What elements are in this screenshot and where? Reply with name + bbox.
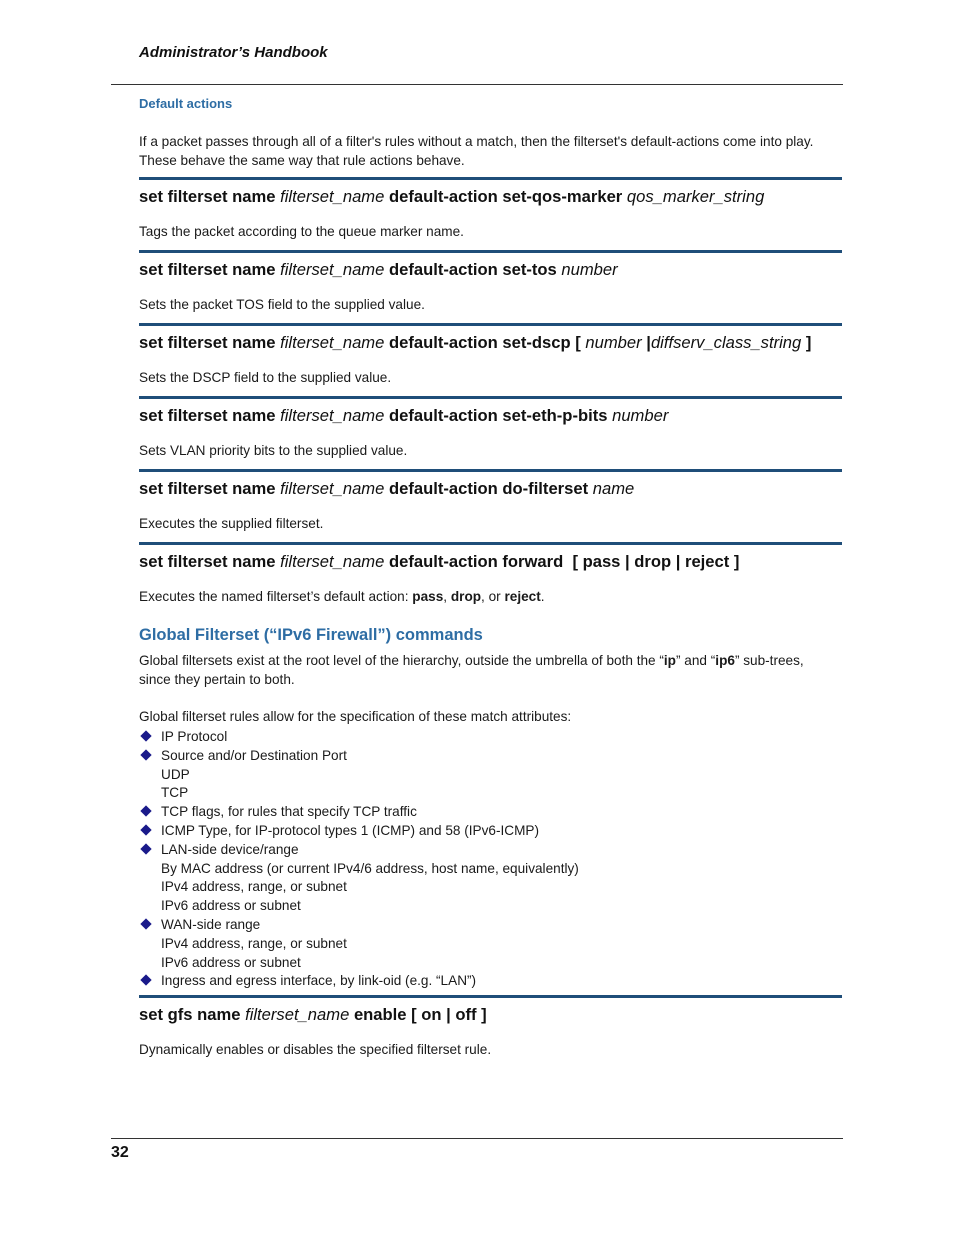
running-header-title: Administrator’s Handbook <box>139 44 328 61</box>
command-description: Sets the packet TOS field to the supplied value. <box>139 297 425 312</box>
list-item <box>139 841 839 860</box>
list-item-text: IPv4 address, range, or subnet <box>161 935 347 951</box>
list-sub-item <box>139 897 839 916</box>
list-item <box>139 728 839 747</box>
header-rule <box>111 84 843 85</box>
command-argument: filterset_name <box>280 479 385 498</box>
command-separator: | <box>646 333 651 352</box>
list-item-text: By MAC address (or current IPv4/6 address, host name, equivalently) <box>161 860 579 876</box>
desc-keyword: reject <box>504 589 541 604</box>
command-keyword: enable [ on | off ] <box>353 1005 487 1024</box>
list-item-text: WAN-side range <box>161 916 261 932</box>
command-keyword: ] <box>805 333 812 352</box>
list-item <box>139 972 839 991</box>
command-set-qos-marker <box>139 187 764 207</box>
command-set-gfs-enable <box>139 1005 487 1025</box>
para-keyword: ip6 <box>715 653 735 668</box>
diamond-bullet-icon <box>140 918 151 929</box>
diamond-bullet-icon <box>140 975 151 986</box>
command-argument: qos_marker_string <box>626 187 765 206</box>
command-argument: filterset_name <box>280 406 385 425</box>
diamond-bullet-icon <box>140 843 151 854</box>
command-keyword: set gfs name <box>139 1005 241 1024</box>
command-rule <box>139 250 842 253</box>
default-actions-intro: If a packet passes through all of a filter's rules without a match, then the filterset's default-actions come into play. These behave the same way that rule actions behave. <box>139 134 814 168</box>
list-item-text: TCP <box>161 785 189 801</box>
diamond-bullet-icon <box>140 749 151 760</box>
para-keyword: ip <box>663 653 676 668</box>
list-item-text: Ingress and egress interface, by link-oid (e.g. “LAN”) <box>161 973 477 989</box>
desc-text: Executes the named filterset’s default action: <box>139 589 413 604</box>
list-sub-item <box>139 878 839 897</box>
global-paragraph-1 <box>139 651 829 689</box>
command-rule <box>139 542 842 545</box>
command-description: Dynamically enables or disables the specified filterset rule. <box>139 1042 492 1057</box>
command-rule <box>139 995 842 998</box>
command-keyword: default-action set-eth-p-bits <box>388 406 608 425</box>
command-argument: filterset_name <box>280 333 385 352</box>
command-keyword: set filterset name <box>139 406 276 425</box>
command-argument: name <box>592 479 635 498</box>
command-forward <box>139 552 739 572</box>
list-item-text: Source and/or Destination Port <box>161 747 347 763</box>
command-argument: filterset_name <box>280 260 385 279</box>
command-description: Sets the DSCP field to the supplied value. <box>139 370 392 385</box>
command-set-dscp <box>139 333 811 353</box>
list-item <box>139 822 839 841</box>
command-set-eth-p-bits <box>139 406 668 426</box>
command-argument: number <box>612 406 669 425</box>
desc-text: , <box>443 589 451 604</box>
para-text: Global filtersets exist at the root level of the hierarchy, outside the umbrella of both the “ <box>139 653 664 668</box>
list-item-text: IPv4 address, range, or subnet <box>161 879 347 895</box>
match-attributes-list <box>139 728 839 991</box>
command-keyword: set filterset name <box>139 333 276 352</box>
list-item-text: IPv6 address or subnet <box>161 898 301 914</box>
command-do-filterset <box>139 479 634 499</box>
command-keyword: set filterset name <box>139 479 276 498</box>
desc-text: , or <box>481 589 505 604</box>
list-sub-item <box>139 784 839 803</box>
list-sub-item <box>139 766 839 785</box>
diamond-bullet-icon <box>140 806 151 817</box>
global-paragraph-2: Global filterset rules allow for the specification of these match attributes: <box>139 709 572 724</box>
command-argument: diffserv_class_string <box>650 333 802 352</box>
command-argument: filterset_name <box>280 187 385 206</box>
list-item-text: IP Protocol <box>161 729 228 744</box>
command-keyword: default-action set-dscp [ <box>388 333 581 352</box>
list-item-text: LAN-side device/range <box>161 841 299 857</box>
list-item <box>139 747 839 766</box>
command-description: Executes the supplied filterset. <box>139 516 324 531</box>
command-keyword: default-action set-tos <box>388 260 557 279</box>
command-argument: filterset_name <box>245 1005 350 1024</box>
diamond-bullet-icon <box>140 730 151 741</box>
section-heading-global-filterset: Global Filterset (“IPv6 Firewall”) commands <box>139 626 483 644</box>
para-text: ” and “ <box>676 653 716 668</box>
list-item-text: ICMP Type, for IP-protocol types 1 (ICMP) and 58 (IPv6-ICMP) <box>161 822 539 838</box>
list-item-text: TCP flags, for rules that specify TCP traffic <box>161 804 417 820</box>
command-description: Tags the packet according to the queue marker name. <box>139 224 464 239</box>
list-item-text: UDP <box>161 766 190 782</box>
list-item-text: IPv6 address or subnet <box>161 954 301 970</box>
command-description <box>139 589 545 604</box>
command-set-tos <box>139 260 618 280</box>
list-sub-item <box>139 935 839 954</box>
command-rule <box>139 396 842 399</box>
list-item <box>139 803 839 822</box>
command-keyword: default-action forward [ pass | drop | reject ] <box>388 552 740 571</box>
command-rule <box>139 469 842 472</box>
footer-rule <box>111 1138 843 1139</box>
list-sub-item <box>139 860 839 879</box>
command-description: Sets VLAN priority bits to the supplied value. <box>139 443 408 458</box>
section-heading-default-actions: Default actions <box>139 96 233 111</box>
command-keyword: default-action do-filterset <box>388 479 589 498</box>
list-item <box>139 916 839 935</box>
command-keyword: set filterset name <box>139 187 276 206</box>
command-rule <box>139 177 842 180</box>
page-number: 32 <box>111 1144 129 1161</box>
command-argument: number <box>585 333 642 352</box>
desc-keyword: drop <box>450 589 482 604</box>
desc-text: . <box>540 589 545 604</box>
desc-keyword: pass <box>412 589 444 604</box>
command-argument: number <box>561 260 618 279</box>
diamond-bullet-icon <box>140 824 151 835</box>
command-keyword: set filterset name <box>139 552 276 571</box>
command-argument: filterset_name <box>280 552 385 571</box>
list-sub-item <box>139 954 839 973</box>
command-keyword: set filterset name <box>139 260 276 279</box>
para-text: ” sub-trees, since they pertain to both. <box>139 653 804 687</box>
command-rule <box>139 323 842 326</box>
command-keyword: default-action set-qos-marker <box>388 187 623 206</box>
